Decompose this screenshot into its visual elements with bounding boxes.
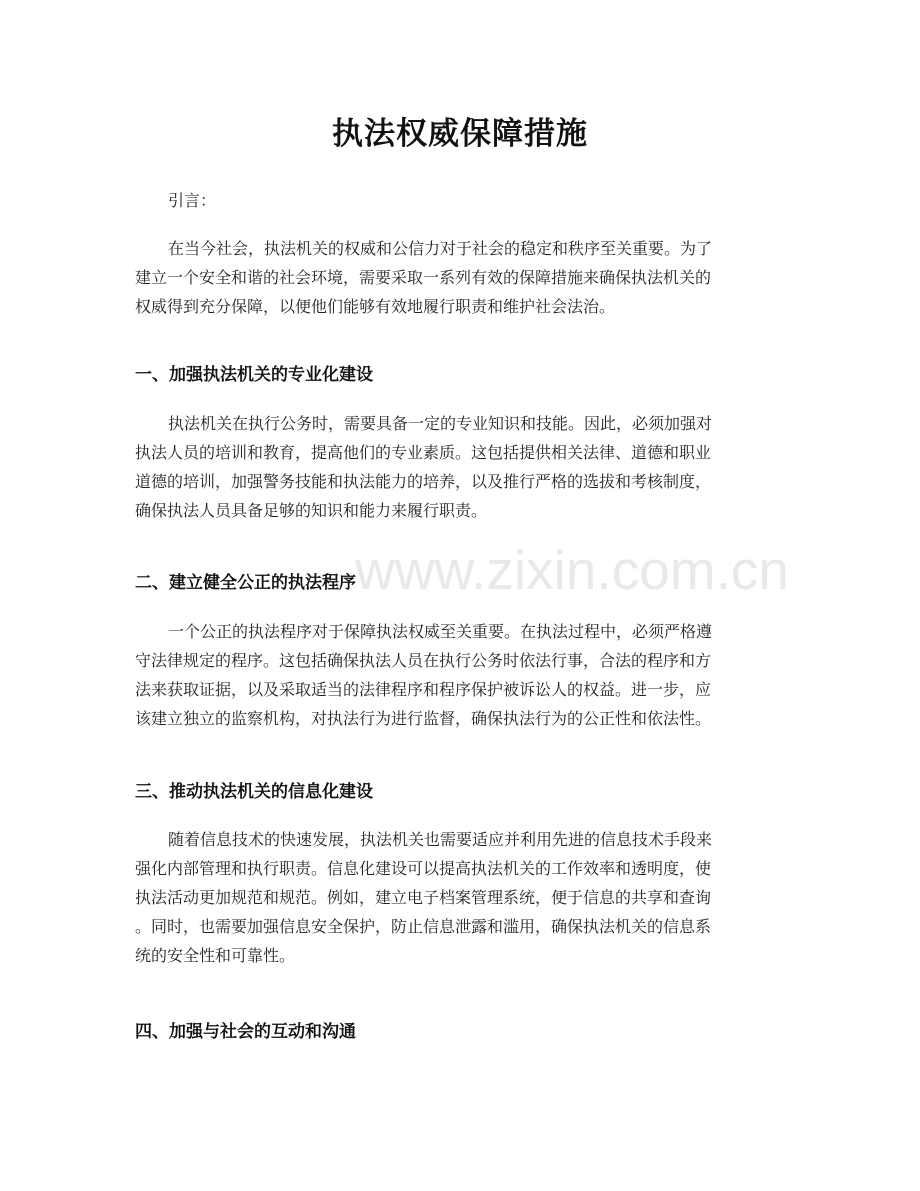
paragraph-line: 执法人员的培训和教育，提高他们的专业素质。这包括提供相关法律、道德和职业 — [135, 443, 712, 462]
intro-paragraph — [135, 234, 787, 321]
paragraph-line: 强化内部管理和执行职责。信息化建设可以提高执法机关的工作效率和透明度，使 — [135, 859, 712, 878]
paragraph-line: 权威得到充分保障，以便他们能够有效地履行职责和维护社会法治。 — [135, 297, 616, 316]
paragraph-line: 建立一个安全和谐的社会环境，需要采取一系列有效的保障措施来确保执法机关的 — [135, 268, 712, 287]
section-heading-4: 四、加强与社会的互动和沟通 — [135, 1022, 356, 1042]
section-heading-1: 一、加强执法机关的专业化建设 — [135, 365, 373, 385]
paragraph-line: 道德的培训，加强警务技能和执法能力的培养，以及推行严格的选拔和考核制度， — [135, 472, 712, 491]
section-heading-2: 二、建立健全公正的执法程序 — [135, 573, 356, 593]
paragraph-line: 确保执法人员具备足够的知识和能力来履行职责。 — [135, 501, 488, 520]
paragraph-line: 随着信息技术的快速发展，执法机关也需要适应并利用先进的信息技术手段来 — [168, 830, 713, 849]
watermark: www.zixin.com.cn — [355, 539, 789, 601]
section-heading-3: 三、推动执法机关的信息化建设 — [135, 782, 373, 802]
paragraph-line: 。同时，也需要加强信息安全保护，防止信息泄露和滥用，确保执法机关的信息系 — [135, 917, 712, 936]
paragraph-line: 执法机关在执行公务时，需要具备一定的专业知识和技能。因此，必须加强对 — [168, 414, 713, 433]
intro-label: 引言： — [168, 191, 217, 210]
paragraph-line: 统的安全性和可靠性。 — [135, 946, 296, 965]
paragraph-line: 在当今社会，执法机关的权威和公信力对于社会的稳定和秩序至关重要。为了 — [168, 239, 713, 258]
paragraph-line: 一个公正的执法程序对于保障执法权威至关重要。在执法过程中，必须严格遵 — [168, 622, 713, 641]
section-paragraph-3 — [135, 825, 787, 970]
paragraph-line: 法来获取证据，以及采取适当的法律程序和程序保护被诉讼人的权益。进一步，应 — [135, 680, 712, 699]
section-paragraph-1 — [135, 409, 787, 525]
paragraph-line: 该建立独立的监察机构，对执法行为进行监督，确保执法行为的公正性和依法性。 — [135, 709, 712, 728]
paragraph-line: 守法律规定的程序。这包括确保执法人员在执行公务时依法行事，合法的程序和方 — [135, 651, 712, 670]
document-title: 执法权威保障措施 — [332, 116, 588, 152]
paragraph-line: 执法活动更加规范和规范。例如，建立电子档案管理系统，便于信息的共享和查询 — [135, 888, 712, 907]
section-paragraph-2 — [135, 617, 787, 733]
